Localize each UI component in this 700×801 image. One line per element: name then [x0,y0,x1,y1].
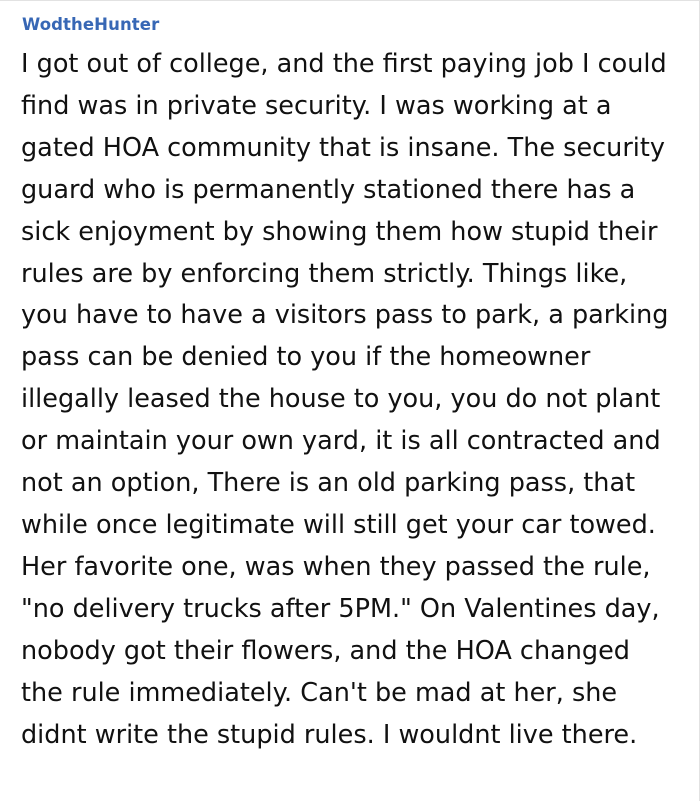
comment-text-line: guard who is permanently stationed there has a [21,174,636,205]
comment-text-line: gated HOA community that is insane. The security [21,132,665,163]
comment-text-line: I got out of college, and the first paying job I could [21,49,667,79]
comment-text-line: pass can be denied to you if the homeowner [21,342,591,373]
comment-text-line: "no delivery trucks after 5PM." On Valentines day, [21,593,660,624]
comment-body [21,44,668,756]
comment-text-line: or maintain your own yard, it is all contracted and [21,426,661,457]
comment-text-line: while once legitimate will still get your car towed. [21,509,656,540]
comment-text-line: nobody got their flowers, and the HOA changed [21,635,630,666]
comment-text-line: the rule immediately. Can't be mad at her, she [21,677,618,708]
comment-text-line: sick enjoyment by showing them how stupid their [21,216,658,247]
comment-text-line: Her favorite one, was when they passed the rule, [21,551,651,582]
comment-text-line: rules are by enforcing them strictly. Things like, [21,258,628,289]
comment-text-line: not an option, There is an old parking pass, that [21,468,636,499]
comment-username[interactable]: WodtheHunter [22,15,160,34]
comment-text-line: you have to have a visitors pass to park, a parking [21,300,669,331]
comment-text-line: didnt write the stupid rules. I wouldnt live there. [21,719,638,750]
comment-text-line: illegally leased the house to you, you do not plant [21,384,661,415]
comment-text-line: find was in private security. I was working at a [21,90,612,121]
